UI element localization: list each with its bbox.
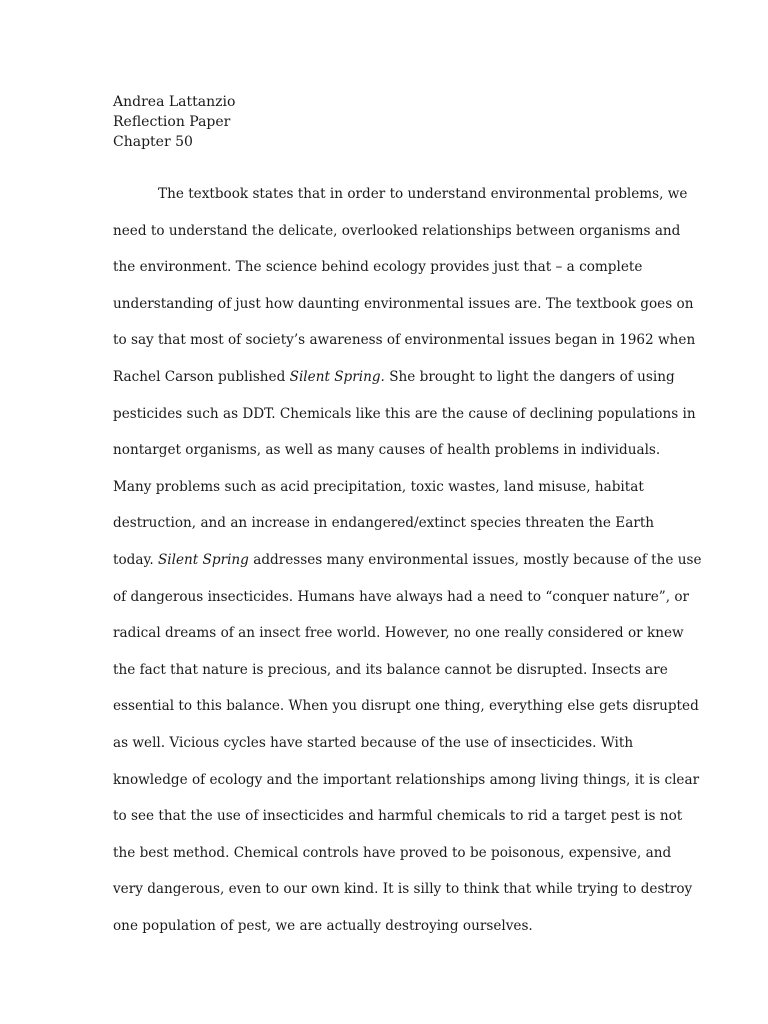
paragraph-line bbox=[113, 615, 684, 652]
paragraph-line bbox=[113, 176, 687, 213]
text-segment: Many problems such as acid precipitation, toxic wastes, land misuse, habitat bbox=[113, 478, 644, 495]
text-segment: addresses many environmental issues, mostly because of the use bbox=[248, 552, 702, 568]
text-segment: essential to this balance. When you disrupt one thing, everything else gets disrupted bbox=[113, 698, 699, 715]
paragraph-line bbox=[113, 505, 654, 542]
paragraph-line bbox=[113, 652, 668, 689]
paragraph-line bbox=[113, 469, 644, 506]
text-segment: nontarget organisms, as well as many causes of health problems in individuals. bbox=[113, 442, 661, 459]
text-segment: need to understand the delicate, overlooked relationships between organisms and bbox=[113, 222, 681, 239]
text-segment: the fact that nature is precious, and its balance cannot be disrupted. Insects are bbox=[113, 661, 668, 678]
paragraph-line bbox=[113, 322, 695, 359]
text-segment: knowledge of ecology and the important relationships among living things, it is clear bbox=[113, 771, 700, 788]
text-segment: understanding of just how daunting environmental issues are. The textbook goes on bbox=[113, 295, 694, 312]
paragraph-line bbox=[113, 213, 680, 250]
author-name: Andrea Lattanzio bbox=[113, 94, 236, 110]
text-segment: to say that most of society’s awareness of environmental issues began in 1962 when bbox=[113, 332, 696, 349]
text-segment: She brought to light the dangers of using bbox=[384, 369, 675, 385]
paragraph-line bbox=[113, 396, 696, 433]
paragraph-line bbox=[113, 871, 692, 908]
text-segment: The textbook states that in order to understand environmental problems, we bbox=[158, 186, 688, 202]
text-segment: one population of pest, we are actually destroying ourselves. bbox=[113, 918, 533, 934]
text-segment: destruction, and an increase in endangered/extinct species threaten the Earth bbox=[113, 515, 655, 532]
paragraph-line bbox=[113, 762, 699, 799]
text-segment: very dangerous, even to our own kind. It is silly to think that while trying to destroy bbox=[113, 881, 693, 898]
text-segment: as well. Vicious cycles have started because of the use of insecticides. With bbox=[113, 735, 634, 751]
text-segment: pesticides such as DDT. Chemicals like this are the cause of declining populations in bbox=[113, 405, 696, 422]
paragraph-line bbox=[113, 579, 689, 616]
paragraph-line bbox=[113, 432, 660, 469]
chapter-label: Chapter 50 bbox=[113, 134, 193, 150]
paragraph-line bbox=[113, 542, 702, 579]
paragraph-line bbox=[113, 249, 642, 286]
book-title-italic: Silent Spring bbox=[157, 552, 249, 568]
text-segment: today. bbox=[113, 552, 158, 568]
document-header bbox=[113, 92, 235, 152]
text-segment: radical dreams of an insect free world. However, no one really considered or knew bbox=[113, 625, 684, 642]
text-segment: of dangerous insecticides. Humans have always had a need to “conquer nature”, or bbox=[113, 588, 690, 605]
document-type: Reflection Paper bbox=[113, 114, 231, 130]
paragraph-line bbox=[113, 688, 699, 725]
paragraph-line bbox=[113, 908, 533, 945]
text-segment: Rachel Carson published bbox=[113, 369, 290, 385]
text-segment: the environment. The science behind ecology provides just that – a complete bbox=[113, 259, 643, 276]
paragraph-line bbox=[113, 725, 633, 762]
paragraph-line bbox=[113, 835, 671, 872]
text-segment: to see that the use of insecticides and harmful chemicals to rid a target pest is not bbox=[113, 808, 683, 825]
paragraph-line bbox=[113, 798, 682, 835]
paragraph-line bbox=[113, 286, 693, 323]
paragraph-line bbox=[113, 359, 675, 396]
text-segment: the best method. Chemical controls have proved to be poisonous, expensive, and bbox=[113, 844, 672, 861]
book-title-italic: Silent Spring. bbox=[289, 369, 385, 385]
